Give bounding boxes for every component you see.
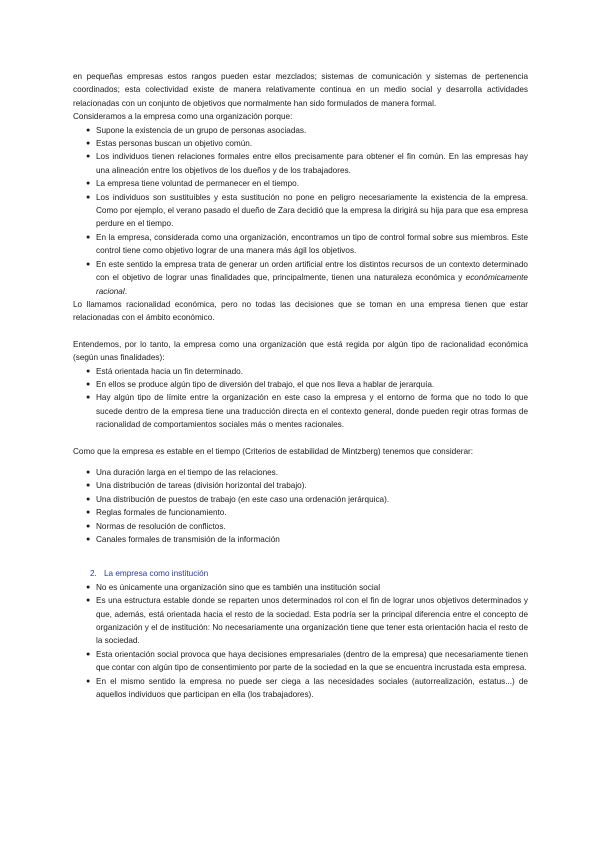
bullet-icon: ●: [86, 468, 91, 476]
section-heading: [73, 567, 528, 580]
bullet-icon: ●: [86, 367, 91, 375]
list-item: ● Los individuos tienen relaciones formales entre ellos precisamente para obtener el fin común. En las empresas hay una alineación entre los objetivos de los dueños y de los trabajadores.: [86, 152, 528, 175]
bullet-icon: ●: [86, 536, 91, 543]
bullet-icon: ●: [86, 180, 91, 188]
heading-text: La empresa como institución: [104, 569, 209, 579]
section1-closing: Lo llamamos racionalidad económica, pero no todas las decisiones que se toman en una empresa tienen que estar relacionadas con el ámbito económico.: [73, 299, 528, 323]
list-item: ● No es únicamente una organización sino que es también una institución social: [73, 581, 528, 594]
bullet-icon: ●: [86, 233, 91, 241]
list-item: ● Una distribución de puestos de trabajo (en este caso una ordenación jerárquica).: [73, 493, 528, 506]
list-item: ● Hay algún tipo de límite entre la organización en este caso la empresa y el entorno de forma que no todo lo que sucede dentro de la empresa tiene una traducción directa en el contexto general, donde pueden regir otras formas de racionalidad de comportamientos sociales más o mentes racionales.: [86, 393, 528, 430]
list-item: ● La empresa tiene voluntad de permanecer en el tiempo.: [73, 177, 528, 190]
document-body: [73, 70, 528, 701]
section3-list: [73, 466, 528, 546]
list-item: ● Estas personas buscan un objetivo común.: [73, 137, 528, 150]
list-item: ● En ellos se produce algún tipo de diversión del trabajo, el que nos lleva a hablar de jerarquía.: [73, 378, 528, 391]
bullet-icon: ●: [86, 140, 91, 148]
list-item: ● Los individuos son sustituibles y esta sustitución no pone en peligro necesariamente la existencia de la empresa. Como por ejemplo, el verano pasado el dueño de Zara decidió que la empresa la dirigirá su hija para que esa empresa perdure en el tiempo.: [86, 192, 528, 229]
bullet-icon: ●: [86, 495, 91, 503]
intro-paragraph: en pequeñas empresas estos rangos pueden estar mezclados; sistemas de comunicación y sistemas de pertenencia coordinados; esta colectividad existe de manera relativamente continua en un medio social y desarrolla actividades relacionadas con un conjunto de objetivos que normalmente han sido formulados de manera formal.: [73, 72, 528, 108]
list-item: ● En el mismo sentido la empresa no puede ser ciega a las necesidades sociales (autorrealización, estatus...) de aquellos individuos que participan en ella (los trabajadores).: [86, 676, 528, 700]
bullet-icon: ●: [86, 677, 91, 685]
section4-list: [73, 581, 528, 702]
list-item: ● Es una estructura estable donde se reparten unos determinados rol con el fin de lograr unos objetivos determinados y que, además, está orientada hacia el resto de la sociedad. Esta podría ser la principal diferencia entre el concepto de organización y el de institución: No necesariamente una organización tiene que tener esta orientación hacia el resto de la sociedad.: [86, 596, 528, 646]
bullet-icon: ●: [86, 193, 91, 201]
list-item: ● Una distribución de tareas (división horizontal del trabajo).: [73, 479, 528, 492]
list-item: ● Supone la existencia de un grupo de personas asociadas.: [73, 124, 528, 137]
list-item: ● Esta orientación social provoca que haya decisiones empresariales (dentro de la empresa) que necesariamente tienen que contar con algún tipo de consentimiento por parte de la sociedad en la que se encuentra incrustada esta empresa.: [86, 649, 528, 673]
bullet-icon: ●: [86, 583, 91, 591]
list-item: ● En la empresa, considerada como una organización, encontramos un tipo de control formal sobre sus miembros. Este control tiene como objetivo lograr de una manera más ágil los objetivos.: [86, 232, 528, 256]
bullet-icon: ●: [86, 260, 91, 268]
section3-lead: Como que la empresa es estable en el tiempo (Criterios de estabilidad de Mintzberg) tenemos que considerar:: [73, 446, 474, 456]
list-item: ● Reglas formales de funcionamiento.: [73, 506, 528, 519]
bullet-icon: ●: [86, 650, 91, 658]
section1-lead: Consideramos a la empresa como una organización porque:: [73, 112, 293, 122]
emphasis-text: económicamente racional: [96, 273, 528, 296]
heading-number: 2.: [90, 569, 97, 579]
bullet-icon: ●: [86, 126, 91, 134]
bullet-icon: ●: [86, 597, 91, 605]
list-item: ● Normas de resolución de conflictos.: [73, 520, 528, 533]
section1-list: [73, 124, 528, 298]
list-item: ● En este sentido la empresa trata de generar un orden artificial entre los distintos recursos de un contexto determinado con el objetivo de lograr unas finalidades que, principalmente, tienen una naturaleza económica y económicamente racional.: [86, 259, 528, 296]
section2-list: [73, 365, 528, 432]
bullet-icon: ●: [86, 509, 91, 517]
bullet-icon: ●: [86, 482, 91, 490]
bullet-icon: ●: [86, 522, 91, 530]
bullet-icon: ●: [86, 153, 91, 161]
list-item: ● Canales formales de transmisión de la información: [73, 533, 528, 546]
list-item: ● Está orientada hacia un fin determinado.: [73, 365, 528, 378]
section2-lead: Entendemos, por lo tanto, la empresa como una organización que está regida por algún tipo de racionalidad económica (según unas finalidades):: [73, 339, 528, 363]
list-item: ● Una duración larga en el tiempo de las relaciones.: [73, 466, 528, 479]
bullet-icon: ●: [86, 394, 91, 402]
bullet-icon: ●: [86, 380, 91, 388]
